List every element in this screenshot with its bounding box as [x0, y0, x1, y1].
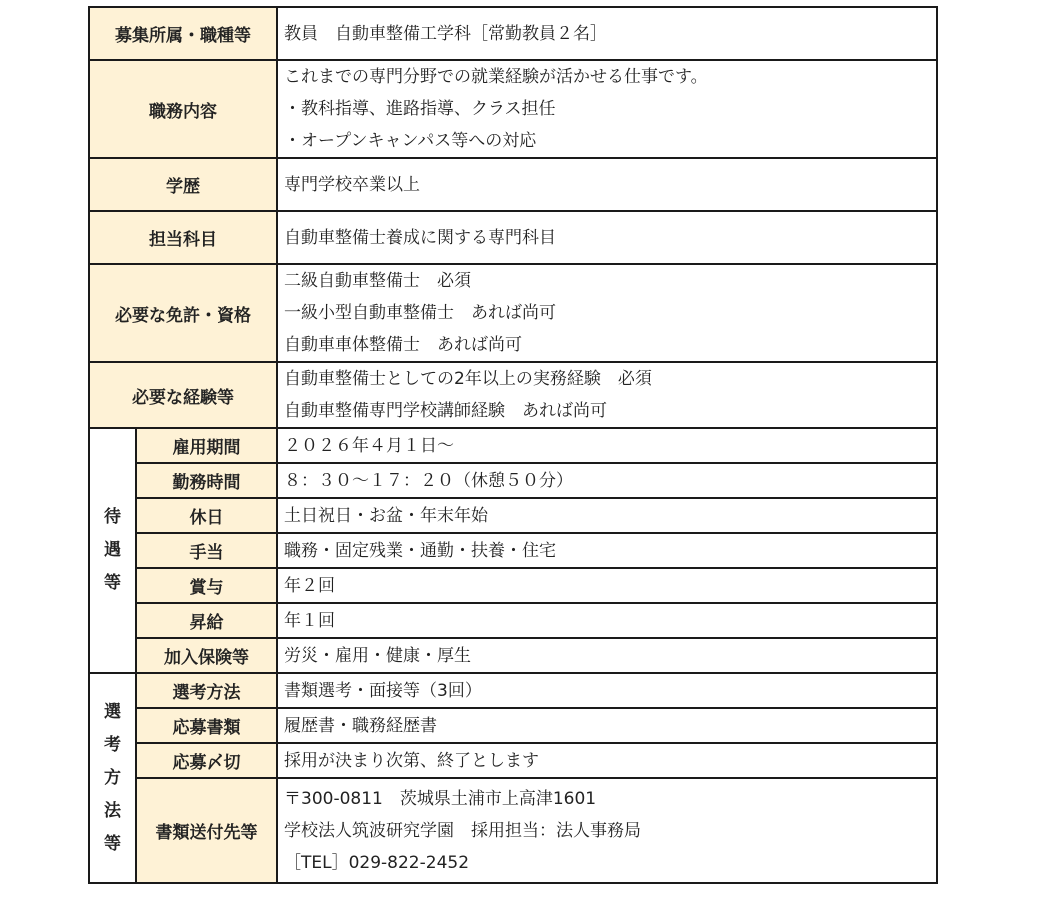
value-employment-period: ２０２６年４月１日～ [277, 428, 937, 463]
label-raise: 昇給 [136, 603, 277, 638]
value-education: 専門学校卒業以上 [277, 158, 937, 211]
label-selection-method: 選考方法 [136, 673, 277, 708]
value-licenses: 二級自動車整備士 必須 一級小型自動車整備士 あれば尚可 自動車車体整備士 あれば尚可 [277, 264, 937, 362]
row-licenses [89, 264, 937, 362]
label-licenses: 必要な免許・資格 [89, 264, 277, 362]
row-duties [89, 60, 937, 158]
value-raise: 年１回 [277, 603, 937, 638]
row-insurance [89, 638, 937, 673]
label-bonus: 賞与 [136, 568, 277, 603]
value-working-hours: ８：３０～１７：２０（休憩５０分） [277, 463, 937, 498]
label-working-hours: 勤務時間 [136, 463, 277, 498]
label-allowances: 手当 [136, 533, 277, 568]
group-label-treatment: 待遇等 [89, 428, 136, 673]
row-experience [89, 362, 937, 428]
row-working-hours [89, 463, 937, 498]
label-send-to: 書類送付先等 [136, 778, 277, 883]
value-experience: 自動車整備士としての2年以上の実務経験 必須 自動車整備専門学校講師経験 あれば尚可 [277, 362, 937, 428]
label-documents: 応募書類 [136, 708, 277, 743]
value-duties: これまでの専門分野での就業経験が活かせる仕事です。 ・教科指導、進路指導、クラス担任 ・オープンキャンパス等への対応 [277, 60, 937, 158]
row-deadline [89, 743, 937, 778]
value-deadline: 採用が決まり次第、終了とします [277, 743, 937, 778]
row-documents [89, 708, 937, 743]
row-bonus [89, 568, 937, 603]
label-employment-period: 雇用期間 [136, 428, 277, 463]
row-subjects [89, 211, 937, 264]
label-insurance: 加入保険等 [136, 638, 277, 673]
row-position [89, 7, 937, 60]
label-education: 学歴 [89, 158, 277, 211]
row-send-to [89, 778, 937, 883]
row-selection-method [89, 673, 937, 708]
value-bonus: 年２回 [277, 568, 937, 603]
value-holidays: 土日祝日・お盆・年末年始 [277, 498, 937, 533]
row-employment-period [89, 428, 937, 463]
value-subjects: 自動車整備士養成に関する専門科目 [277, 211, 937, 264]
label-experience: 必要な経験等 [89, 362, 277, 428]
value-selection-method: 書類選考・面接等（3回） [277, 673, 937, 708]
value-position: 教員 自動車整備工学科［常勤教員２名］ [277, 7, 937, 60]
job-posting-table [88, 6, 938, 884]
label-position: 募集所属・職種等 [89, 7, 277, 60]
row-allowances [89, 533, 937, 568]
label-subjects: 担当科目 [89, 211, 277, 264]
label-deadline: 応募〆切 [136, 743, 277, 778]
value-allowances: 職務・固定残業・通勤・扶養・住宅 [277, 533, 937, 568]
label-holidays: 休日 [136, 498, 277, 533]
value-send-to: 〒300-0811 茨城県土浦市上高津1601 学校法人筑波研究学園 採用担当：法人事務局 ［TEL］029-822-2452 [277, 778, 937, 883]
label-duties: 職務内容 [89, 60, 277, 158]
row-raise [89, 603, 937, 638]
row-holidays [89, 498, 937, 533]
group-label-selection: 選考方法等 [89, 673, 136, 883]
value-documents: 履歴書・職務経歴書 [277, 708, 937, 743]
value-insurance: 労災・雇用・健康・厚生 [277, 638, 937, 673]
row-education [89, 158, 937, 211]
